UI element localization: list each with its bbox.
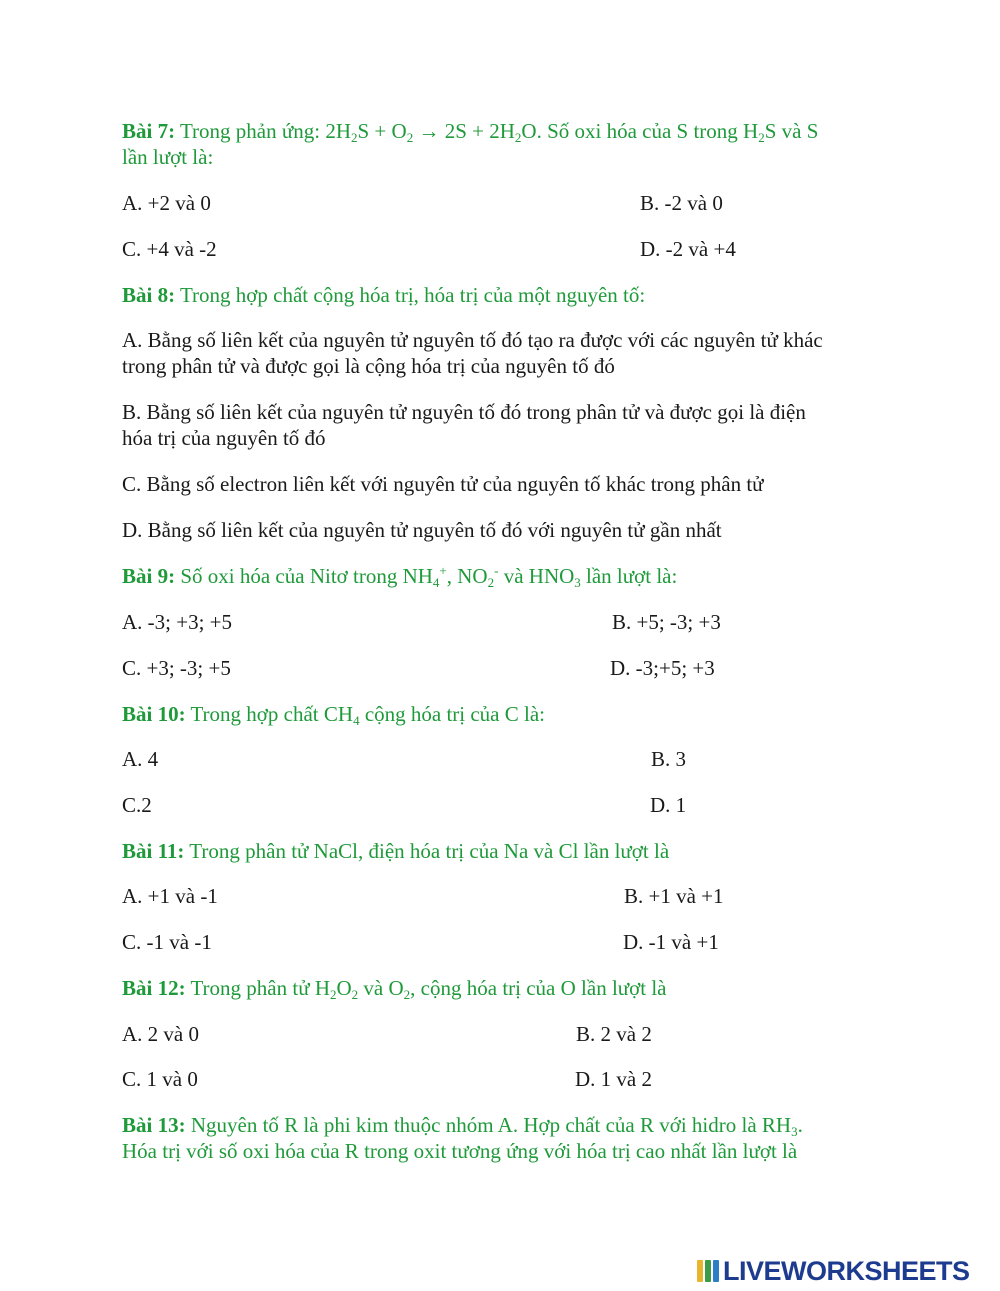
q11-option-c[interactable]: C. -1 và -1 [122,930,212,954]
q8-option-a-line2[interactable]: trong phân tử và được gọi là cộng hóa trị của nguyên tố đó [122,354,615,378]
q12-option-a[interactable]: A. 2 và 0 [122,1022,199,1046]
liveworksheets-logo-text: LIVEWORKSHEETS [723,1255,970,1286]
question-10-prompt: Bài 10: Trong hợp chất $CH_4$ cộng hóa trị của C là: [122,702,546,728]
q10-option-c[interactable]: C.2 [122,793,152,817]
liveworksheets-logo-icon [697,1258,719,1284]
q9-option-c[interactable]: C. +3; -3; +5 [122,656,231,680]
q10-option-b[interactable]: B. 3 [651,747,687,771]
q8-option-d[interactable]: D. Bằng số liên kết của nguyên tử nguyên tố đó với nguyên tử gần nhất [122,518,722,542]
q9-option-b[interactable]: B. +5; -3; +3 [612,610,721,634]
q7-option-d[interactable]: D. -2 và +4 [640,237,736,261]
q8-option-b[interactable]: B. Bằng số liên kết của nguyên tử nguyên tố đó trong phân tử và được gọi là điện [122,400,806,424]
liveworksheets-logo [697,1254,970,1288]
q11-option-b[interactable]: B. +1 và +1 [624,884,724,908]
q12-option-d[interactable]: D. 1 và 2 [575,1067,652,1091]
question-13-prompt: Bài 13: Nguyên tố R là phi kim thuộc nhóm A. Hợp chất của R với hidro là $RH_3$. [122,1113,803,1139]
question-7-prompt: Bài 7: Trong phản ứng: $2H_2S + O_2 \to 2S + 2H_2O$. Số oxi hóa của S trong $H_2S$ và S [122,119,819,145]
q7-option-b[interactable]: B. -2 và 0 [640,191,723,215]
q8-option-b-line2[interactable]: hóa trị của nguyên tố đó [122,426,326,450]
q8-option-a[interactable]: A. Bằng số liên kết của nguyên tử nguyên tố đó tạo ra được với các nguyên tử khác [122,328,823,352]
q11-option-a[interactable]: A. +1 và -1 [122,884,218,908]
q9-option-a[interactable]: A. -3; +3; +5 [122,610,233,634]
q7-option-a[interactable]: A. +2 và 0 [122,191,211,215]
q7-option-c[interactable]: C. +4 và -2 [122,237,217,261]
q12-option-b[interactable]: B. 2 và 2 [576,1022,652,1046]
question-9-prompt: Bài 9: Số oxi hóa của Nitơ trong $NH_4^+$, $NO_2^-$ và $HNO_3$ lần lượt là: [122,563,678,590]
q8-option-c[interactable]: C. Bằng số electron liên kết với nguyên tử của nguyên tố khác trong phân tử [122,472,764,496]
question-7-prompt-line2: lần lượt là: [122,145,214,169]
q10-option-a[interactable]: A. 4 [122,747,159,771]
question-8-prompt: Bài 8: Trong hợp chất cộng hóa trị, hóa trị của một nguyên tố: [122,283,646,307]
question-13-prompt-line2: Hóa trị với số oxi hóa của R trong oxit tương ứng với hóa trị cao nhất lần lượt là [122,1139,798,1163]
question-12-prompt: Bài 12: Trong phân tử $H_2O_2$ và $O_2$, cộng hóa trị của O lần lượt là [122,976,667,1002]
q9-option-d[interactable]: D. -3;+5; +3 [610,656,715,680]
question-11-prompt: Bài 11: Trong phân tử NaCl, điện hóa trị của Na và Cl lần lượt là [122,839,670,863]
q10-option-d[interactable]: D. 1 [650,793,687,817]
q12-option-c[interactable]: C. 1 và 0 [122,1067,198,1091]
q11-option-d[interactable]: D. -1 và +1 [623,930,719,954]
